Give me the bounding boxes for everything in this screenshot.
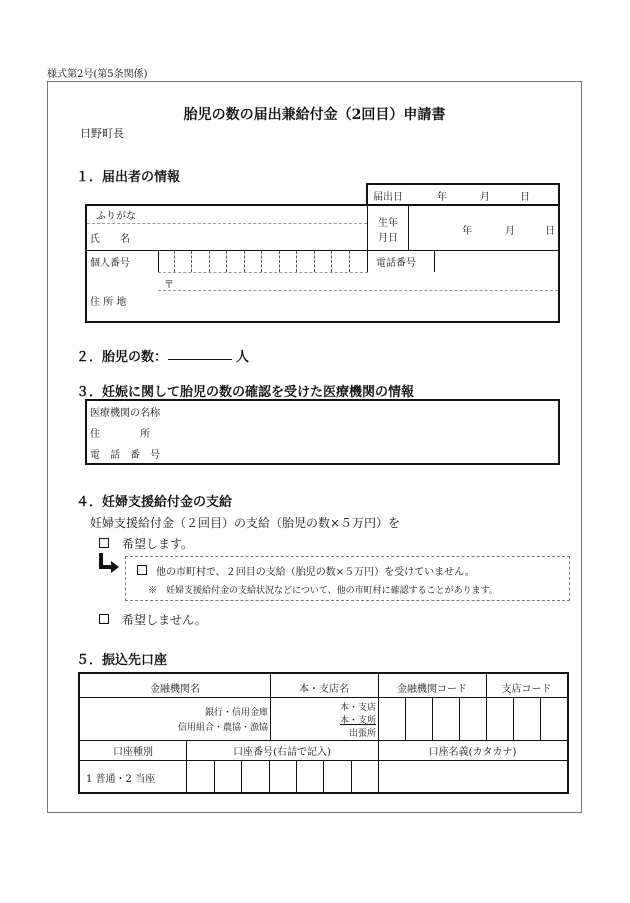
filing-year-label: 年 xyxy=(437,192,447,203)
furigana-label: ふりがな xyxy=(96,211,136,222)
mynumber-digit-divider xyxy=(226,251,227,272)
bank-code-digit-divider xyxy=(405,698,406,740)
mynumber-digit-divider xyxy=(314,251,315,272)
page-title: 胎児の数の届出兼給付金（2回目）申請書 xyxy=(183,107,446,123)
mynumber-digit-divider xyxy=(174,251,175,272)
bank-code-header: 金融機関コード xyxy=(397,684,467,695)
mynumber-digit-divider xyxy=(296,251,297,272)
section1-heading: １．届出者の情報 xyxy=(76,170,181,185)
section3-heading: ３．妊娠に関して胎児の数の確認を受けた医療機関の情報 xyxy=(76,385,415,400)
account-number-header: 口座番号(右詰で記入) xyxy=(233,747,331,758)
furigana-divider xyxy=(87,223,367,224)
branch-types-1: 本・支店 xyxy=(339,703,376,713)
birth-label-divider xyxy=(408,206,409,250)
mynumber-digit-divider xyxy=(158,251,159,272)
phone-label-divider xyxy=(434,251,435,272)
account-digit-divider xyxy=(296,761,297,793)
account-digit-divider xyxy=(241,761,242,793)
wish-yes-label: 希望します。 xyxy=(122,537,194,551)
branch-code-digit-divider xyxy=(540,698,541,740)
birth-day-label: 日 xyxy=(545,226,555,237)
bank-types-2: 信用組合・農協・漁協 xyxy=(177,723,268,733)
fetus-count-unit: 人 xyxy=(236,350,250,365)
mynumber-digit-divider xyxy=(261,251,262,272)
mynumber-digit-divider xyxy=(331,251,332,272)
account-digit-divider xyxy=(323,761,324,793)
institution-phone-label: 電 話 番 号 xyxy=(90,450,160,461)
bank-name-header: 金融機関名 xyxy=(150,684,200,695)
mynumber-digit-divider xyxy=(191,251,192,272)
institution-address-label: 住 所 xyxy=(90,429,150,440)
sub-check-label: 他の市町村で、２回目の支給（胎児の数×５万円）を受けていません。 xyxy=(156,567,475,578)
section4-intro: 妊婦支援給付金（２回目）の支給（胎児の数×５万円）を xyxy=(90,516,401,530)
wish-yes-checkbox[interactable] xyxy=(99,538,109,548)
branch-name-header: 本・支店名 xyxy=(299,684,349,695)
wish-no-label: 希望しません。 xyxy=(122,613,207,627)
addressee: 日野町長 xyxy=(80,127,124,140)
arrow-down-right-icon xyxy=(97,553,123,577)
no-other-municipality-checkbox[interactable] xyxy=(137,565,147,575)
account-type-options[interactable]: 1 普通・2 当座 xyxy=(86,774,156,785)
bank-types-1: 銀行・信用金庫 xyxy=(204,708,268,718)
address-label: 住 所 地 xyxy=(90,297,127,308)
mynumber-digit-divider xyxy=(209,251,210,272)
branch-code-header: 支店コード xyxy=(501,684,552,695)
birth-label-1: 生年 xyxy=(378,218,398,229)
account-type-header: 口座種別 xyxy=(113,747,153,758)
branch-types-3: 出張所 xyxy=(348,729,376,739)
mynumber-digit-divider xyxy=(279,251,280,272)
institution-name-label: 医療機関の名称 xyxy=(90,408,160,419)
account-digit-divider xyxy=(214,761,215,793)
section5-heading: ５．振込先口座 xyxy=(76,653,168,668)
postal-mark: 〒 xyxy=(164,280,174,291)
sub-note: ※ 妊婦支援給付金の支給状況などについて、他の市町村に確認することがあります。 xyxy=(148,586,498,596)
birth-year-label: 年 xyxy=(462,226,472,237)
name-birth-divider xyxy=(367,206,368,250)
birth-month-label: 月 xyxy=(505,226,515,237)
applicant-info-table xyxy=(85,204,560,323)
mynumber-phone-divider xyxy=(367,251,368,272)
birth-label-2: 月日 xyxy=(378,233,398,244)
branch-code-digit-divider xyxy=(513,698,514,740)
section2-heading: ２．胎児の数： xyxy=(76,350,168,365)
account-digit-divider xyxy=(269,761,270,793)
row-divider-3 xyxy=(158,290,558,291)
name-label: 氏 名 xyxy=(90,234,130,245)
mynumber-digit-divider xyxy=(244,251,245,272)
phone-label: 電話番号 xyxy=(376,258,416,269)
mynumber-digit-divider xyxy=(349,251,350,272)
table-row-divider xyxy=(80,697,567,698)
filing-date-label: 届出日 xyxy=(373,192,403,203)
fetus-count-input[interactable] xyxy=(168,359,232,360)
row-divider-2 xyxy=(158,272,368,273)
account-digit-divider xyxy=(351,761,352,793)
branch-types-2: 本・支所 xyxy=(339,716,376,726)
table-row-divider xyxy=(80,740,567,741)
wish-no-checkbox[interactable] xyxy=(99,614,109,624)
section4-heading: ４．妊婦支援給付金の支給 xyxy=(76,495,233,510)
account-holder-header: 口座名義(カタカナ) xyxy=(428,747,517,758)
filing-month-label: 月 xyxy=(480,192,490,203)
mynumber-label: 個人番号 xyxy=(90,258,130,269)
bank-code-digit-divider xyxy=(432,698,433,740)
form-number: 様式第2号(第5条関係) xyxy=(47,69,148,80)
filing-day-label: 日 xyxy=(520,192,530,203)
bank-code-digit-divider xyxy=(459,698,460,740)
